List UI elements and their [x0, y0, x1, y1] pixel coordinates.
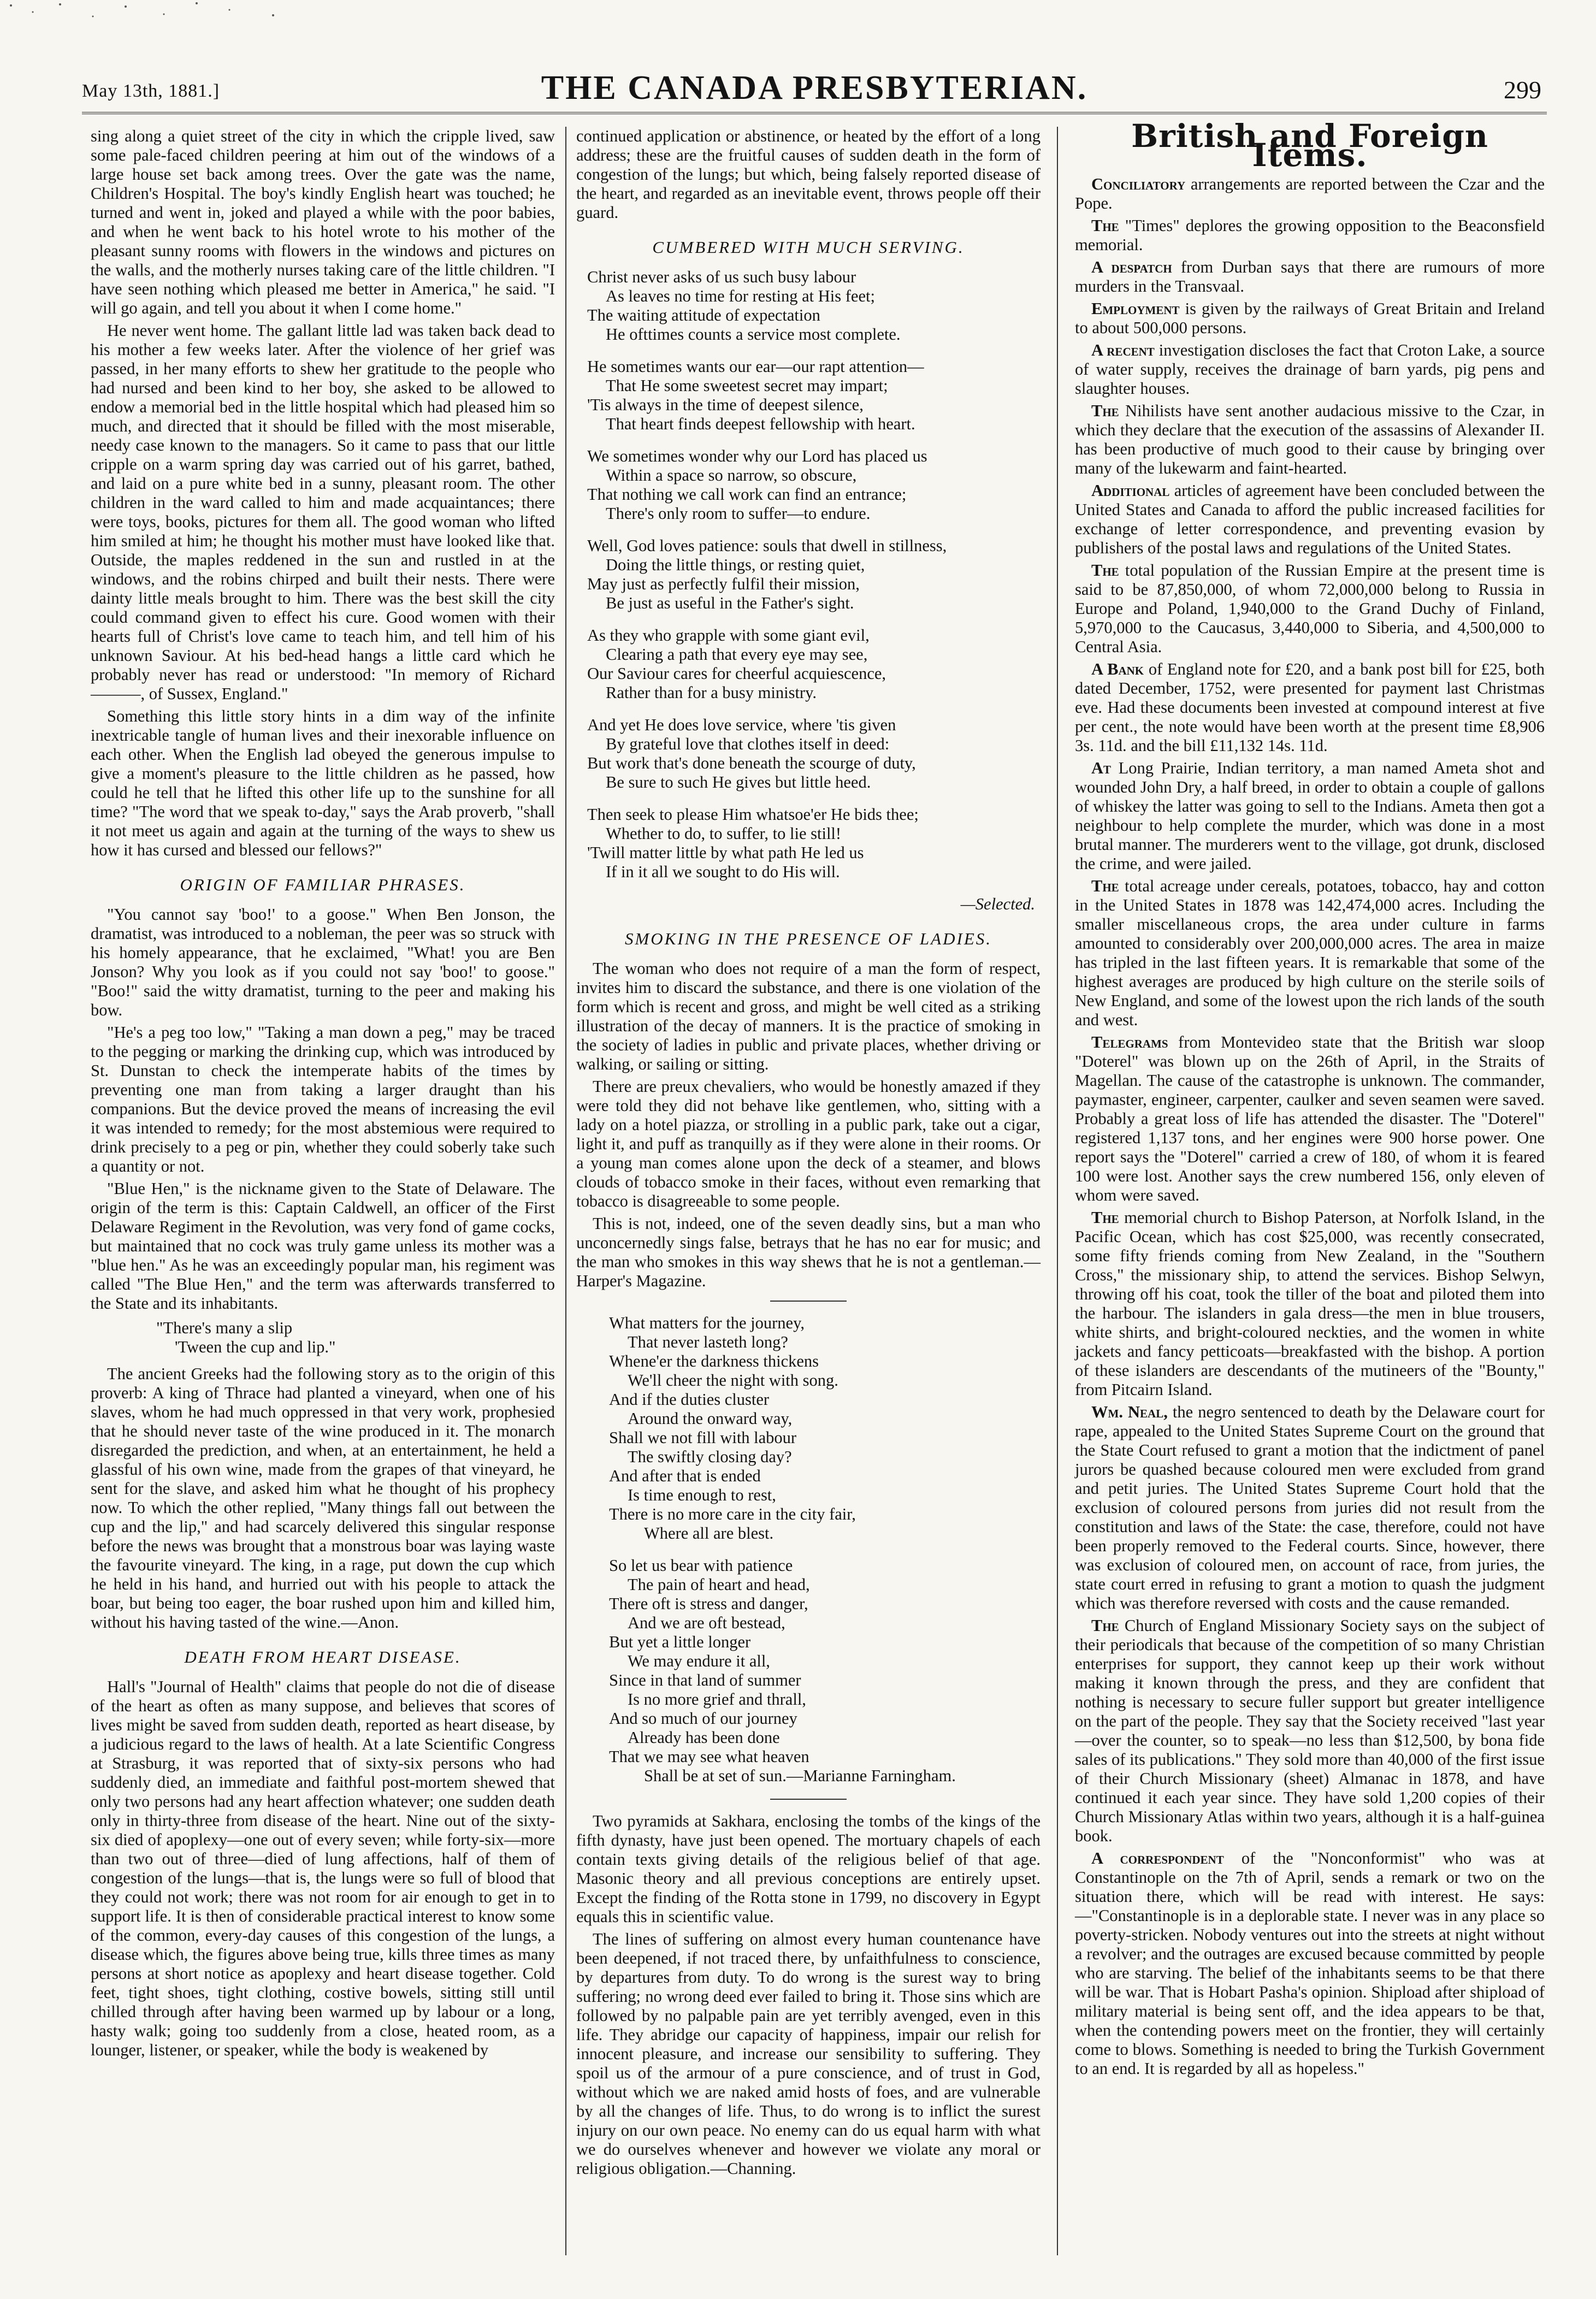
news-item — [1075, 1616, 1545, 1846]
poem-line: He sometimes wants our ear—our rapt attention— — [587, 357, 924, 376]
news-item-text: articles of agreement have been concluded between the United States and Canada to afford the public increased facilities for exchange of letter correspondence, and preventing evasion by publishers of the postal laws and regulations of the United States. — [1075, 481, 1545, 557]
poem-line: That we may see what heaven — [609, 1747, 809, 1766]
news-item-text: "Times" deplores the growing opposition to the Beaconsfield memorial. — [1075, 216, 1545, 254]
poem-line: By grateful love that clothes itself in deed: — [606, 735, 890, 753]
paragraph: Hall's "Journal of Health" claims that people do not die of disease of the heart as often as many suppose, and believes that scores of lives might be saved from sudden death, reported as heart disease, by a judicious regard to the laws of health. At a late Scientific Congress at Strasburg, it was reported that of sixty-six persons who had suddenly died, an immediate and faithful post-mortem shewed that only two persons had any heart affection whatever; one sudden death only in thirty-three from disease of the heart. Nine out of the sixty-six died of apoplexy—one out of every seven; while forty-six—more than two out of three—died of lung affections, half of them of congestion of the lungs—that is, the lungs were so full of blood that they could not work; there was not room for air enough to get in to support life. It is then of considerable practical interest to know some of the common, every-day causes of this congestion of the lungs, a disease which, the figures above being true, kills three times as many persons at short notice as apoplexy and heart disease together. Cold feet, tight shoes, tight clothing, costive bowels, sitting still until chilled through after having been warmed up by labour or a long, hasty walk; going too suddenly from a close, heated room, as a lounger, listener, or speaker, while the body is weakened by — [91, 1677, 555, 2059]
poem-line: 'Tis always in the time of deepest silence, — [587, 395, 864, 414]
poem-line: We'll cheer the night with song. — [628, 1371, 838, 1390]
poem-line: That nothing we call work can find an entrance; — [587, 485, 907, 504]
paragraph: sing along a quiet street of the city in which the cripple lived, saw some pale-faced children peering at him out of the windows of a large house set back among trees. Over the gate was the name, Children's Hospital. The boy's kindly English heart was touched; he turned and went in, joked and played a while with the poor babies, and when he went back to his hotel wrote to his mother of the pleasant sunny rooms with flowers in the windows and pictures on the walls, and the motherly nurses taking care of the little children. "I have seen nothing which pleased me better in America," he said. "I will go again, and tell you about it when I come home." — [91, 127, 555, 317]
poem-line: As leaves no time for resting at His feet; — [606, 287, 875, 305]
poem-line: There is no more care in the city fair, — [609, 1505, 856, 1523]
news-item-text: the negro sentenced to death by the Delaware court for rape, appealed to the United States Supreme Court on the ground that the State Court refused to grant a motion that the indictment of panel jurors be quashed because coloured men were excluded from grand and petit juries. The United States Supreme Court hold that the exclusion of coloured persons from juries did not result from the constitution and laws of the State: the case, therefore, could not have been properly removed to the Federal courts. Since, however, there was exclusion of coloured men, on account of race, from juries, the state court erred in refusing to grant a motion to quash the judgment which was therefore reversed with costs and the cause remanded. — [1075, 1403, 1545, 1612]
poem-stanza — [587, 536, 1041, 613]
poem-line: But work that's done beneath the scourge of duty, — [587, 754, 916, 772]
page-header — [82, 61, 1547, 105]
news-item-lead: Conciliatory — [1091, 175, 1186, 193]
poem-stanza — [587, 357, 1041, 434]
poem-line: Shall we not fill with labour — [609, 1428, 797, 1447]
paragraph: Two pyramids at Sakhara, enclosing the tombs of the kings of the fifth dynasty, have just been opened. The mortuary chapels of each contain texts giving details of the religious belief of that age. Masonic theory and all previous conceptions are entirely upset. Except the finding of the Rotta stone in 1799, no discovery in Egypt equals this in scientific value. — [576, 1812, 1041, 1926]
section-heading-smoking-presence-of-ladies: SMOKING IN THE PRESENCE OF LADIES. — [624, 929, 992, 948]
news-item-text: of England note for £20, and a bank post bill for £25, both dated December, 1752, were presented for payment last Christmas eve. Had these documents been invested at compound interest at five per cent., the note would have been worth at the present time £8,906 3s. 11d. and the bill £11,132 14s. 11d. — [1075, 660, 1545, 755]
news-item — [1075, 299, 1545, 338]
poem-line: The swiftly closing day? — [628, 1447, 792, 1466]
poem-line: Be sure to such He gives but little heed. — [606, 773, 871, 791]
poem-line: If in it all we sought to do His will. — [606, 862, 840, 881]
column-divider — [1057, 127, 1058, 2255]
poem-line: And so much of our journey — [609, 1709, 797, 1728]
poem-line: Is time enough to rest, — [628, 1486, 776, 1504]
paragraph: "Blue Hen," is the nickname given to the State of Delaware. The origin of the term is this: Captain Caldwell, an officer of the First Delaware Regiment in the Revolution, was very fond of game cocks, but maintained that no cock was truly game unless its mother was a "blue hen." As he was an exceedingly popular man, his regiment was called "The Blue Hen," and the term was afterwards transferred to the State and its inhabitants. — [91, 1179, 555, 1313]
newspaper-title: THE CANADA PRESBYTERIAN. — [541, 69, 1088, 107]
poem-line: Since in that land of summer — [609, 1671, 801, 1689]
news-item-text: memorial church to Bishop Paterson, at Norfolk Island, in the Pacific Ocean, which has cost $25,000, was recently consecrated, some fifty friends coming from New Zealand, in the "Southern Cross," the missionary ship, to attend the services. Bishop Selwyn, throwing off his coat, took the tiller of the boat and piloted them into the harbour. The islanders in gala dress—the men in blue trousers, white shirts, and bright-coloured neckties, and the women in white jackets and fancy petticoats—breakfasted with the bishop. A portion of these islanders are descendants of the mutineers of the "Bounty," from Pitcairn Island. — [1075, 1208, 1545, 1399]
news-item-lead: The — [1091, 1616, 1119, 1635]
news-item-lead: The — [1091, 561, 1119, 580]
poem-line: That heart finds deepest fellowship with heart. — [606, 415, 915, 433]
print-speckle — [0, 0, 306, 33]
news-item — [1075, 561, 1545, 657]
poem-stanza — [587, 716, 1041, 792]
news-item-lead: Additional — [1091, 481, 1170, 500]
poem-line: He ofttimes counts a service most complete. — [606, 325, 901, 344]
paragraph: continued application or abstinence, or heated by the effort of a long address; these are the fruitful causes of sudden death in the form of congestion of the lungs; but which, being falsely reported disease of the heart, and regarded as an inevitable event, throws people off their guard. — [576, 127, 1041, 222]
poem-stanza — [587, 805, 1041, 882]
paragraph: He never went home. The gallant little lad was taken back dead to his mother a few weeks later. After the violence of her grief was passed, in her many efforts to shew her gratitude to the people who had nursed and been kind to her boy, she asked to be allowed to endow a memorial bed in the little hospital which had pleased him so much, and directed that it should be filled with the most miserable, needy case known to the managers. So it came to pass that our little cripple on a warm spring day was carried out of his garret, bathed, and laid on a pure white bed in a sunny, pleasant room. The other children in the ward called to him and made acquaintances; there were toys, books, pictures for them all. The good woman who lifted him smiled at him; he thought his mother must have looked like that. Outside, the maples reddened in the sun and rustled in at the windows, and the robins chirped and built their nests. There were dainty little meals brought to him. There was the best skill the city could command given to effect his cure. Good women with their hearts full of Christ's love came to teach him, and tell him of his unknown Saviour. At his bed-head hangs a little card which he probably never has read or understood: "In memory of Richard ———, of Sussex, England." — [91, 321, 555, 703]
news-item-lead: Telegrams — [1091, 1033, 1168, 1051]
news-item-lead: A Bank — [1091, 660, 1144, 678]
quote-line: 'Tween the cup and lip." — [175, 1338, 336, 1356]
poem-line: That never lasteth long? — [628, 1333, 788, 1351]
poem-line: Is no more grief and thrall, — [628, 1690, 806, 1709]
news-item-text: is given by the railways of Great Britain and Ireland to about 500,000 persons. — [1075, 299, 1545, 337]
news-item — [1075, 877, 1545, 1030]
news-item-text: investigation discloses the fact that Croton Lake, a source of water supply, receives the drainage of barn yards, pig pens and slaughter houses. — [1075, 341, 1545, 398]
page-number: 299 — [1504, 76, 1541, 104]
poem-line: Well, God loves patience: souls that dwell in stillness, — [587, 536, 947, 555]
paragraph: "He's a peg too low," "Taking a man down a peg," may be traced to the pegging or marking the drinking cup, which was introduced by St. Dunstan to check the intemperate habits of the times by preventing one man from taking a larger draught than his companions. But the device proved the means of increasing the evil it was intended to remedy; for the most abstemious were required to drink precisely to a peg or pin, whether they could soberly take such a quantity or not. — [91, 1023, 555, 1175]
column-2 — [576, 127, 1041, 2182]
poem-line: And after that is ended — [609, 1467, 761, 1485]
poem-line: Our Saviour cares for cheerful acquiescence, — [587, 664, 886, 683]
poem-line: Whene'er the darkness thickens — [609, 1352, 819, 1370]
poem-journey — [609, 1314, 1041, 1786]
news-item-text: from Durban says that there are rumours of more murders in the Transvaal. — [1075, 258, 1545, 295]
news-item-lead: The — [1091, 401, 1119, 420]
paragraph: There are preux chevaliers, who would be honestly amazed if they were told they did not behave like gentlemen, who, sitting with a lady on a hotel piazza, or strolling in a public park, take out a cigar, light it, and puff as tranquilly as if they were alone in their rooms. Or a young man comes alone upon the deck of a steamer, and blows clouds of tobacco smoke in their faces, without even remarking that tobacco is disagreeable to some people. — [576, 1077, 1041, 1210]
news-item — [1075, 481, 1545, 558]
news-item-text: Long Prairie, Indian territory, a man named Ameta shot and wounded John Dry, a half breed, in order to obtain a couple of gallons of whiskey the latter was going to sell to the Indians. Ameta then got a neighbour to help complete the murder, which was done in a most brutal manner. The murderers went to the village, got drunk, disclosed the crime, and were jailed. — [1075, 759, 1545, 873]
poem-line: As they who grapple with some giant evil, — [587, 626, 870, 645]
news-item — [1075, 401, 1545, 478]
header-rule — [82, 112, 1547, 114]
poem-line: Then seek to please Him whatsoe'er He bids thee; — [587, 805, 919, 824]
news-item-lead: The — [1091, 216, 1119, 235]
news-item — [1075, 1403, 1545, 1613]
poem-line: There's only room to suffer—to endure. — [606, 504, 871, 523]
poem-stanza — [587, 447, 1041, 523]
news-item — [1075, 258, 1545, 296]
poem-line: But yet a little longer — [609, 1633, 751, 1651]
poem-line: Rather than for a busy ministry. — [606, 683, 817, 702]
news-item-text: arrangements are reported between the Czar and the Pope. — [1075, 175, 1545, 212]
poem-line: Doing the little things, or resting quiet, — [606, 555, 865, 574]
paragraph: The lines of suffering on almost every human countenance have been deepened, if not traced there, by unfaithfulness to conscience, by departures from duty. To do wrong is the surest way to bring suffering; no wrong deed ever failed to bring it. Those sins which are followed by no palpable pain are yet terribly avenged, even in this life. They abridge our capacity of happiness, impair our relish for innocent pleasure, and increase our sensibility to suffering. They spoil us of the armour of a pure conscience, and of trust in God, without which we are naked amid hosts of foes, and are vulnerable by all the changes of life. Thus, to do wrong is to inflict the surest injury on our own peace. No enemy can do us equal harm with what we do ourselves whenever and however we violate any moral or religious obligation.—Channing. — [576, 1930, 1041, 2178]
news-item — [1075, 175, 1545, 213]
quote-line: "There's many a slip — [156, 1319, 293, 1337]
paragraph: "You cannot say 'boo!' to a goose." When Ben Jonson, the dramatist, was introduced to a nobleman, the peer was so struck with his homely appearance, that he exclaimed, "What! you are Ben Jonson? Why you look as if you could not say 'boo!' to goose." "Boo!" said the witty dramatist, turning to the peer and making his bow. — [91, 905, 555, 1019]
paragraph: This is not, indeed, one of the seven deadly sins, but a man who unconcernedly sings false, betrays that he has no ear for music; and the man who smokes in this way shews that he is not a gentleman.—Harper's Magazine. — [576, 1214, 1041, 1290]
poem-stanza — [587, 268, 1041, 344]
news-item — [1075, 216, 1545, 255]
poem-line: And yet He does love service, where 'tis given — [587, 716, 896, 734]
poem-stanza — [587, 626, 1041, 702]
poem-line: Already has been done — [628, 1728, 780, 1747]
poem-cumbered — [587, 268, 1041, 882]
section-heading-death-from-heart-disease: DEATH FROM HEART DISEASE. — [184, 1647, 462, 1666]
poem-stanza — [609, 1556, 1041, 1786]
poem-attribution: —Selected. — [960, 895, 1035, 913]
news-item-text: total acreage under cereals, potatoes, tobacco, hay and cotton in the United States in 1878 was 142,474,000 acres. Including the smaller miscellaneous crops, the area under culture in farms amounted to considerably over 200,000,000 acres. The area in maize has tripled in the last fifteen years. It is remarkable that some of the highest averages are produced by high culture on the sterile soils of New England, and some of the lowest upon the rich lands of the south and west. — [1075, 877, 1545, 1029]
news-item — [1075, 759, 1545, 873]
poem-line: The pain of heart and head, — [628, 1575, 810, 1594]
poem-line: 'Twill matter little by what path He led us — [587, 843, 864, 862]
proverb-quote — [156, 1319, 555, 1357]
paragraph: The woman who does not require of a man the form of respect, invites him to discard the substance, and there is one violation of the form which is recent and gross, and might be well cited as a striking illustration of the decay of manners. It is the practice of smoking in the society of ladies in public and private places, whether driving or walking, or sailing or sitting. — [576, 959, 1041, 1073]
poem-line: There oft is stress and danger, — [609, 1594, 808, 1613]
paragraph: Something this little story hints in a dim way of the infinite inextricable tangle of human lives and their inexorable influence on each other. When the English lad obeyed the generous impulse to give a moment's pleasure to the little children as he passed, how could he tell that he lifted this other life up to the sunshine for all time? "The word that we speak to-day," says the Arab proverb, "shall it not meet us again and again at the turning of the ways to shew us how it has cursed and blessed our fellows?" — [91, 707, 555, 859]
poem-line: We may endure it all, — [628, 1652, 770, 1670]
news-item — [1075, 1208, 1545, 1399]
news-item-lead: At — [1091, 759, 1112, 777]
poem-line: That He some sweetest secret may impart; — [606, 376, 888, 395]
poem-line: Around the onward way, — [628, 1409, 793, 1428]
poem-line: And if the duties cluster — [609, 1390, 770, 1409]
issue-date: May 13th, 1881.] — [82, 81, 220, 101]
news-item-lead: A correspondent — [1091, 1849, 1224, 1867]
paragraph: The ancient Greeks had the following story as to the origin of this proverb: A king of Thrace had planted a vineyard, when one of his slaves, whom he had much oppressed in that very work, prophesied that he should never taste of the wine produced in it. The monarch disregarded the prediction, and when, at an entertainment, he held a glassful of his own wine, made from the grapes of that vineyard, he sent for the slave, and asked him what he thought of his prophecy now. To which the other replied, "Many things fall out between the cup and the lip," and had scarcely delivered this singular response before the news was brought that a monstrous boar was laying waste the favourite vineyard. The king, in a rage, put down the cup which he held in his hand, and hurried out with his people to attack the boar, but being too eager, the boar rushed upon him and killed him, without his having tasted of the wine.—Anon. — [91, 1364, 555, 1632]
poem-line: So let us bear with patience — [609, 1556, 793, 1575]
column-divider — [565, 127, 566, 2255]
poem-line: Christ never asks of us such busy labour — [587, 268, 856, 286]
poem-line: May just as perfectly fulfil their mission, — [587, 575, 860, 593]
news-item-lead: A recent — [1091, 341, 1155, 359]
poem-stanza — [609, 1314, 1041, 1543]
news-item-lead: The — [1091, 877, 1119, 895]
poem-line: The waiting attitude of expectation — [587, 306, 820, 324]
news-item-text: of the "Nonconformist" who was at Constantinople on the 7th of April, sends a remark or two on the situation there, which will be read with interest. He says:—"Constantinople is in a deplorable state. I never was in any place so poverty-stricken. Nobody ventures out into the streets at night without a revolver; and the outrages are excused because committed by people who are starving. The belief of the inhabitants seems to be that there will be war. That is Hobart Pasha's opinion. Shipload after shipload of military material is being sent off, and the idea appears to be that, when the contending powers meet on the frontier, they will certainly come to blows. Something is needed to bring the Turkish Government to an end. It is regarded by all as hopeless." — [1075, 1849, 1545, 2078]
separator-rule — [770, 1799, 847, 1800]
british-foreign-items-title: British and Foreign Items. — [1131, 117, 1488, 174]
news-item-text: total population of the Russian Empire at the present time is said to be 87,850,000, of whom 72,000,000 belong to Russia in Europe and Poland, 1,940,000 to the Grand Duchy of Finland, 5,970,000 to the Caucasus, 3,440,000 to Siberia, and 4,500,000 to Central Asia. — [1075, 561, 1545, 656]
news-item-lead: The — [1091, 1208, 1119, 1227]
column-1 — [91, 127, 555, 2063]
column-3 — [1075, 117, 1545, 2082]
news-item-text: from Montevideo state that the British war sloop "Doterel" was blown up on the 26th of April, in the Straits of Magellan. The cause of the catastrophe is unknown. The commander, paymaster, engineer, carpenter, caulker and seven seamen were saved. Probably a great loss of life has attended the disaster. The "Doterel" registered 1,137 tons, and her engines were 900 horse power. One report says the "Doterel" carried a crew of 180, of whom it is feared 100 were lost. Another says the crew numbered 156, only eleven of whom were saved. — [1075, 1033, 1545, 1204]
news-item — [1075, 1033, 1545, 1205]
poem-line: And we are oft bestead, — [628, 1614, 785, 1632]
section-heading-cumbered-with-much-serving: CUMBERED WITH MUCH SERVING. — [652, 238, 965, 257]
news-item — [1075, 341, 1545, 398]
poem-line: We sometimes wonder why our Lord has placed us — [587, 447, 927, 465]
poem-line: Shall be at set of sun.—Marianne Farningham. — [644, 1766, 956, 1785]
news-item-text: Church of England Missionary Society says on the subject of their periodicals that because of the competition of so many Christian enterprises for support, they cannot keep up their work without making it known through the press, and they are confident that nothing is necessary to secure fuller support but greater intelligence on the part of the people. They say that the Society received "last year—over the counter, so to speak—no less than $12,500, by bona fide sales of its publications." They sold more than 40,000 of the first issue of their Church Missionary (sheet) Almanac in 1878, and have continued it each year since. They have sold 1,200 copies of their Church Missionary Atlas within two years, although it is a half-guinea book. — [1075, 1616, 1545, 1845]
news-items-list — [1075, 175, 1545, 2078]
news-item-lead: A despatch — [1091, 258, 1172, 276]
separator-rule — [770, 1301, 847, 1302]
news-item — [1075, 1849, 1545, 2078]
news-item-lead: Wm. Neal, — [1091, 1403, 1168, 1421]
news-item-text: Nihilists have sent another audacious missive to the Czar, in which they declare that the execution of the assassins of Alexander II. has been productive of much good to their cause by bringing over many of the lukewarm and faint-hearted. — [1075, 401, 1545, 477]
poem-line: Within a space so narrow, so obscure, — [606, 466, 857, 484]
poem-line: Be just as useful in the Father's sight. — [606, 594, 854, 612]
poem-line: Clearing a path that every eye may see, — [606, 645, 868, 664]
news-item — [1075, 660, 1545, 755]
section-heading-origin-of-familiar-phrases: ORIGIN OF FAMILIAR PHRASES. — [180, 875, 466, 894]
poem-line: What matters for the journey, — [609, 1314, 805, 1332]
poem-line: Whether to do, to suffer, to lie still! — [606, 824, 842, 843]
news-item-lead: Employment — [1091, 299, 1180, 318]
poem-line: Where all are blest. — [644, 1524, 774, 1542]
